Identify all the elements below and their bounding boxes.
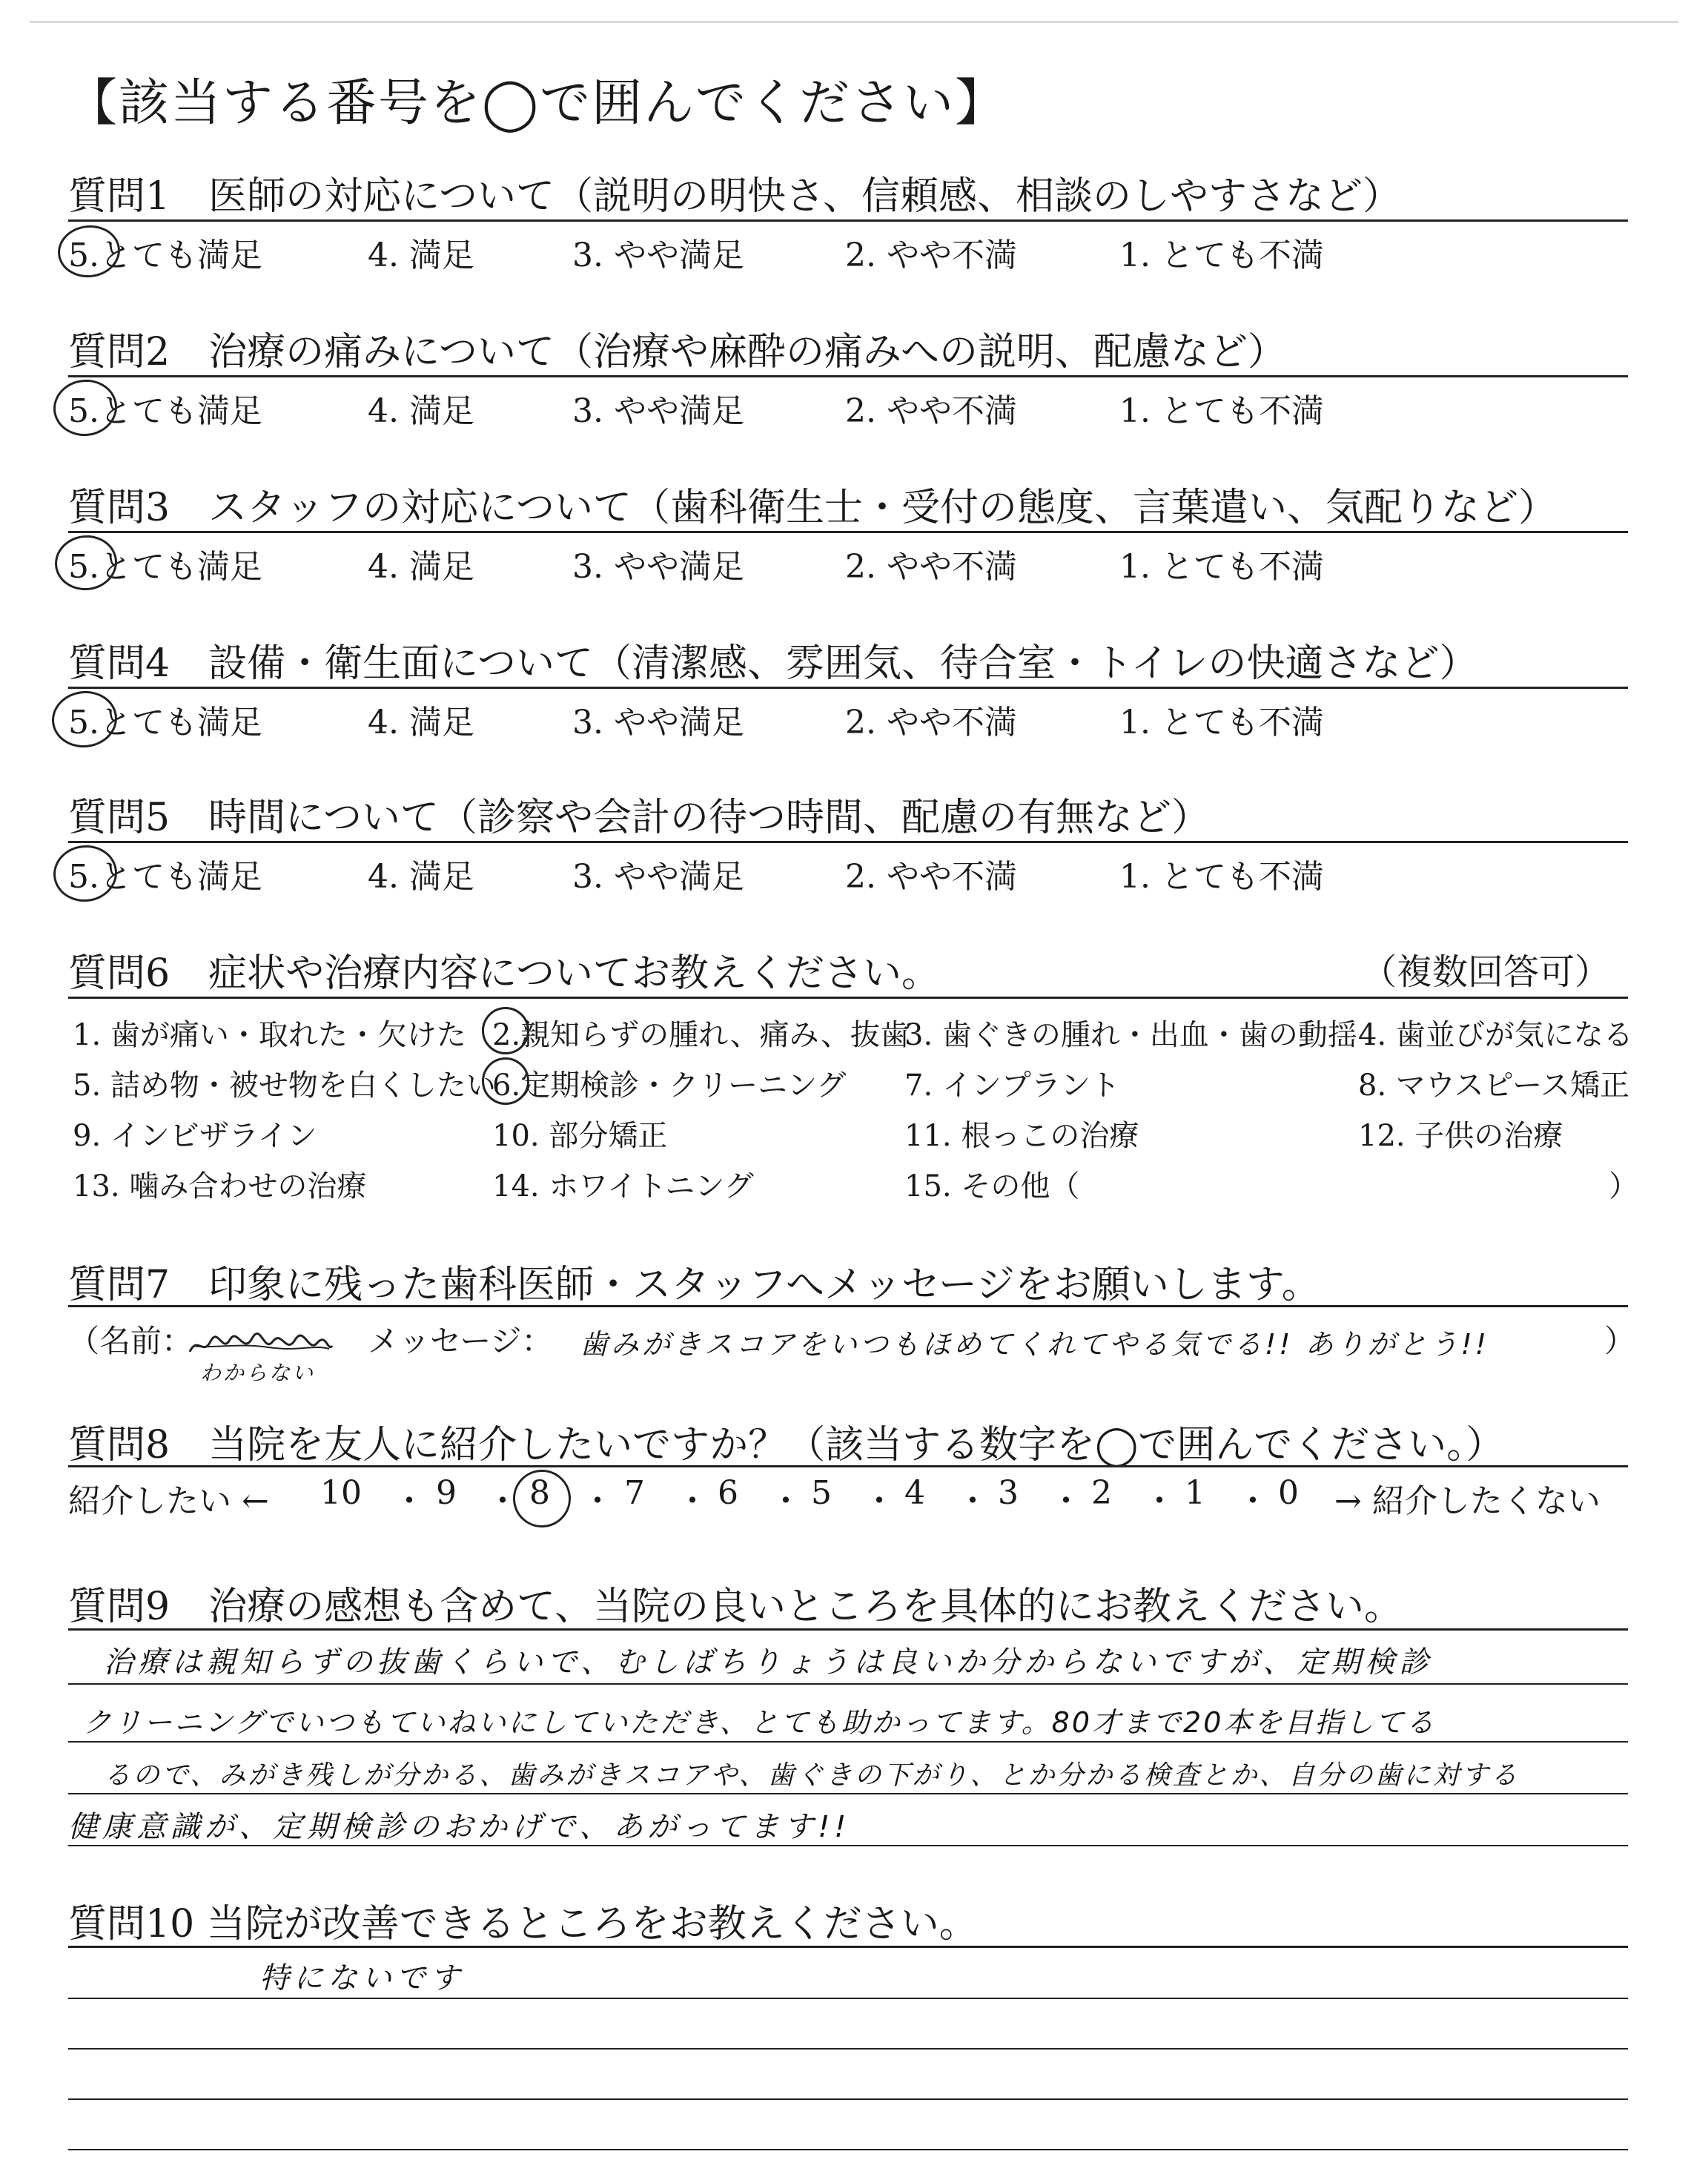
q4-option-1[interactable]: 1. とても不満 (1119, 704, 1324, 742)
q9-answer-line-2[interactable]: クリーニングでいつもていねいにしていただき、とても助かってます。80才まで20本を目指してる (83, 1706, 1437, 1739)
question-9-title: 質問9 治療の感想も含めて、当院の良いところを具体的にお教えください。 (68, 1585, 1403, 1629)
q1-option-4[interactable]: 4. 満足 (368, 237, 474, 274)
q7-message-label: メッセージ： (368, 1323, 553, 1359)
question-7-rule (68, 1305, 1628, 1307)
q10-answer-line-1[interactable]: 特にないです (259, 1961, 464, 1995)
q7-name-value[interactable]: わからない (200, 1361, 316, 1385)
q8-separator: ・ (1050, 1482, 1082, 1520)
q10-writing-line (68, 1998, 1628, 1999)
q7-close-paren: ） (1604, 1323, 1636, 1359)
question-5-title: 質問5 時間について（診察や会計の待つ時間、配慮の有無など） (68, 796, 1211, 840)
question-3-options (68, 540, 1628, 586)
question-5-rule (68, 841, 1628, 843)
q5-option-2[interactable]: 2. やや不満 (845, 858, 1017, 896)
question-4-options (68, 696, 1628, 742)
q6-item-14[interactable]: 14. ホワイトニング (492, 1169, 754, 1203)
q8-scale-4[interactable]: 4 (904, 1474, 925, 1512)
question-8-title: 質問8 当院を友人に紹介したいですか？（該当する数字を◯で囲んでください。） (68, 1423, 1505, 1467)
question-4-rule (68, 687, 1628, 689)
q5-option-5[interactable]: 5.とても満足 (68, 858, 262, 896)
q8-scale-9[interactable]: 9 (436, 1474, 457, 1512)
q4-option-5[interactable]: 5.とても満足 (68, 704, 262, 742)
q8-separator: ・ (956, 1482, 989, 1520)
q8-scale-2[interactable]: 2 (1091, 1474, 1112, 1512)
question-6-note: （複数回答可） (1361, 951, 1611, 993)
q2-option-2[interactable]: 2. やや不満 (845, 392, 1017, 430)
q9-answer-line-3[interactable]: るので、みがき残しが分かる、歯みがきスコアや、歯ぐきの下がり、とか分かる検査とか、自分の歯に対する (104, 1760, 1520, 1791)
q6-item-7[interactable]: 7. インプラント (904, 1069, 1120, 1103)
q5-option-4[interactable]: 4. 満足 (368, 858, 474, 896)
top-border (30, 21, 1678, 23)
q8-separator: ・ (393, 1482, 426, 1520)
q9-writing-line (68, 1683, 1628, 1685)
question-1-rule (68, 219, 1628, 222)
q6-item-5[interactable]: 5. 詰め物・被せ物を白くしたい (73, 1069, 496, 1103)
question-2-options (68, 384, 1628, 430)
q6-item-15[interactable]: 15. その他（ (904, 1169, 1080, 1203)
question-10-title: 質問10 当院が改善できるところをお教えください。 (68, 1902, 978, 1946)
q8-separator: ・ (581, 1482, 614, 1520)
q6-item-12[interactable]: 12. 子供の治療 (1358, 1119, 1563, 1153)
q9-answer-line-1[interactable]: 治療は親知らずの抜歯くらいで、むしばちりょうは良いか分からないですが、定期検診 (104, 1645, 1434, 1680)
q6-item-1[interactable]: 1. 歯が痛い・取れた・欠けた (73, 1018, 466, 1052)
name-scribble (187, 1331, 335, 1361)
q6-other-close: ） (1609, 1169, 1638, 1203)
q6-item-6[interactable]: 6.定期検診・クリーニング (492, 1069, 847, 1103)
q3-option-2[interactable]: 2. やや不満 (845, 548, 1017, 586)
q4-option-3[interactable]: 3. やや満足 (572, 704, 744, 742)
q1-option-1[interactable]: 1. とても不満 (1119, 237, 1324, 274)
q8-scale-6[interactable]: 6 (718, 1474, 738, 1512)
question-2-title: 質問2 治療の痛みについて（治療や麻酔の痛みへの説明、配慮など） (68, 330, 1287, 374)
q6-item-10[interactable]: 10. 部分矯正 (492, 1119, 668, 1153)
q8-separator: ・ (486, 1482, 519, 1520)
q6-item-9[interactable]: 9. インビザライン (73, 1119, 317, 1153)
question-3-rule (68, 531, 1628, 533)
q8-scale-1[interactable]: 1 (1185, 1474, 1205, 1512)
question-7-title: 質問7 印象に残った歯科医師・スタッフへメッセージをお願いします。 (68, 1263, 1320, 1307)
q8-separator: ・ (1237, 1482, 1269, 1520)
q2-option-4[interactable]: 4. 満足 (368, 392, 474, 430)
q7-name-label: （名前： (68, 1323, 193, 1359)
q6-item-4[interactable]: 4. 歯並びが気になる (1358, 1018, 1633, 1052)
q5-option-3[interactable]: 3. やや満足 (572, 858, 744, 896)
q8-scale-3[interactable]: 3 (998, 1474, 1019, 1512)
q10-writing-line (68, 2098, 1628, 2100)
q8-separator: ・ (1143, 1482, 1176, 1520)
question-1-options (68, 228, 1628, 274)
q1-option-5[interactable]: 5.とても満足 (68, 237, 262, 274)
q9-writing-line (68, 1845, 1628, 1846)
q4-option-2[interactable]: 2. やや不満 (845, 704, 1017, 742)
q10-writing-line (68, 2048, 1628, 2050)
q4-option-4[interactable]: 4. 満足 (368, 704, 474, 742)
q5-option-1[interactable]: 1. とても不満 (1119, 858, 1324, 896)
q8-scale-5[interactable]: 5 (811, 1474, 832, 1512)
q2-option-3[interactable]: 3. やや満足 (572, 392, 744, 430)
q9-answer-line-4[interactable]: 健康意識が、定期検診のおかげで、あがってます!! (68, 1810, 851, 1844)
question-3-title: 質問3 スタッフの対応について（歯科衛生士・受付の態度、言葉遣い、気配りなど） (68, 486, 1558, 530)
question-8-rule (68, 1465, 1628, 1467)
q6-item-8[interactable]: 8. マウスピース矯正 (1358, 1069, 1630, 1103)
q8-scale-0[interactable]: 0 (1278, 1474, 1299, 1512)
q8-scale-7[interactable]: 7 (624, 1474, 645, 1512)
q9-writing-line (68, 1793, 1628, 1794)
question-6-rule (68, 997, 1628, 999)
q10-writing-line (68, 2149, 1628, 2150)
q3-option-5[interactable]: 5.とても満足 (68, 548, 262, 586)
q2-option-1[interactable]: 1. とても不満 (1119, 392, 1324, 430)
q8-left-label: 紹介したい ← (68, 1482, 269, 1520)
question-1-title: 質問1 医師の対応について（説明の明快さ、信頼感、相談のしやすさなど） (68, 174, 1401, 219)
q8-scale-10[interactable]: 10 (320, 1474, 362, 1512)
question-4-title: 質問4 設備・衛生面について（清潔感、雰囲気、待合室・トイレの快適さなど） (68, 641, 1478, 686)
q8-separator: ・ (676, 1482, 709, 1520)
page-title: 【該当する番号を◯で囲んでください】 (67, 74, 1007, 133)
q9-writing-line (68, 1741, 1628, 1743)
q6-item-3[interactable]: 3. 歯ぐきの腫れ・出血・歯の動揺 (904, 1018, 1357, 1052)
question-6-title: 質問6 症状や治療内容についてお教えください。 (68, 951, 941, 996)
q3-option-1[interactable]: 1. とても不満 (1119, 548, 1324, 586)
q2-option-5[interactable]: 5.とても満足 (68, 392, 262, 430)
q3-option-3[interactable]: 3. やや満足 (572, 548, 744, 586)
question-9-rule (68, 1628, 1628, 1631)
q3-option-4[interactable]: 4. 満足 (368, 548, 474, 586)
q1-option-3[interactable]: 3. やや満足 (572, 237, 744, 274)
q6-item-13[interactable]: 13. 噛み合わせの治療 (73, 1169, 367, 1203)
question-2-rule (68, 375, 1628, 377)
q8-scale-8[interactable]: 8 (529, 1474, 550, 1512)
q8-scale-row (68, 1474, 1628, 1526)
question-10-rule (68, 1946, 1628, 1948)
question-5-options (68, 850, 1628, 896)
q1-option-2[interactable]: 2. やや不満 (845, 237, 1017, 274)
q6-item-11[interactable]: 11. 根っこの治療 (904, 1119, 1139, 1153)
q8-selected-circle (510, 1467, 574, 1530)
q8-right-label: → 紹介したくない (1334, 1482, 1601, 1520)
q7-message-value[interactable]: 歯みがきスコアをいつもほめてくれてやる気でる!! ありがとう!! (580, 1328, 1490, 1361)
q6-item-2[interactable]: 2.親知らずの腫れ、痛み、抜歯 (492, 1018, 910, 1052)
q8-separator: ・ (863, 1482, 896, 1520)
q8-separator: ・ (769, 1482, 802, 1520)
